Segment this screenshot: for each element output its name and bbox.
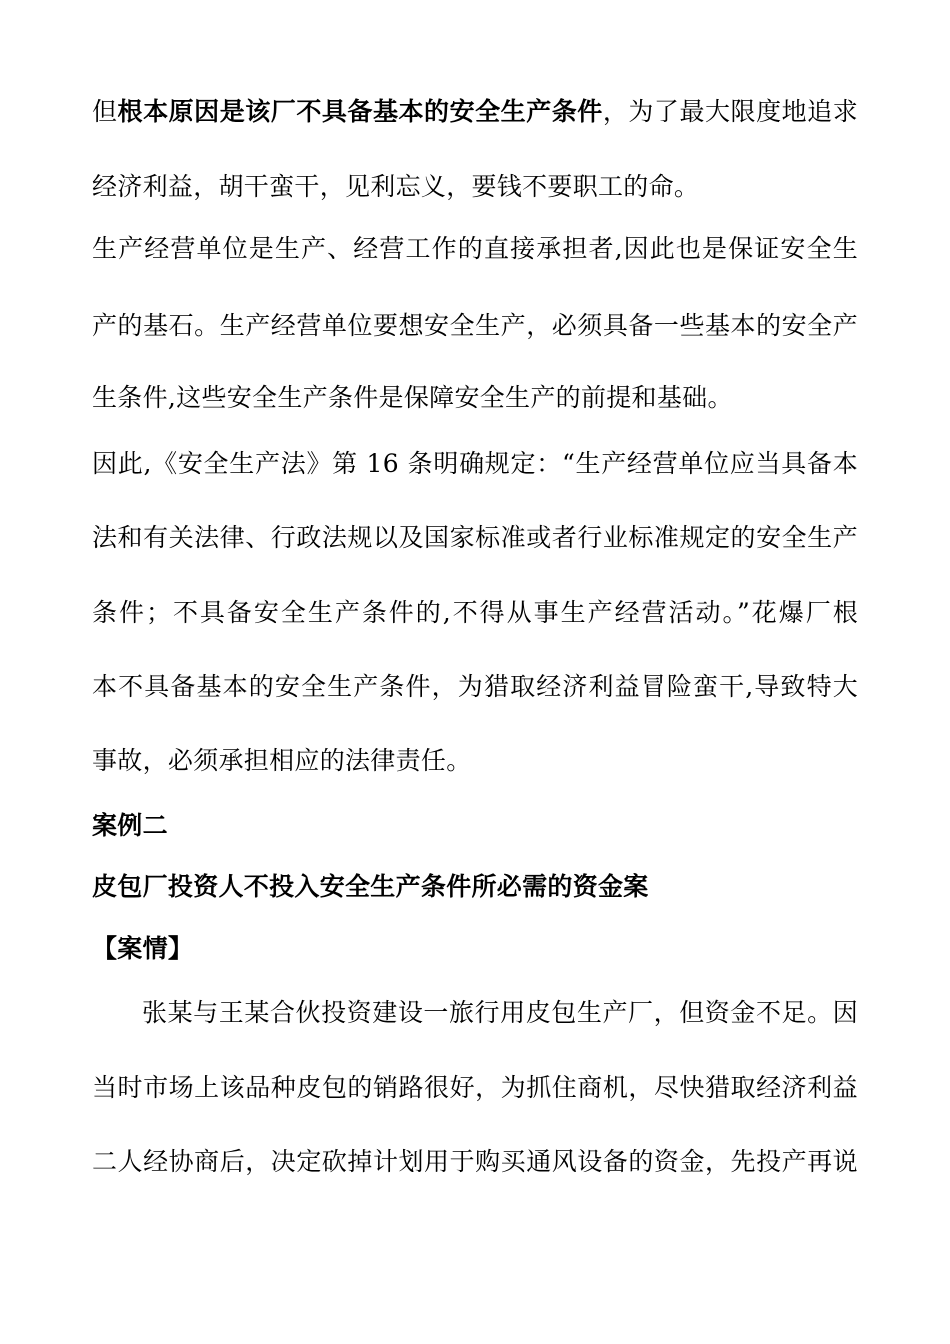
- paragraph-4-line-2: 当时市场上该品种皮包的销路很好，为抓住商机，尽快猎取经济利益: [92, 1073, 858, 1102]
- paragraph-2-line-2: 产的基石。生产经营单位要想安全生产，必须具备一些基本的安全产: [92, 311, 858, 340]
- text-run: 但: [92, 97, 118, 126]
- paragraph-3-line-4: 本不具备基本的安全生产条件，为猎取经济利益冒险蛮干,导致特大: [92, 672, 858, 701]
- paragraph-1-line-1: [92, 95, 858, 129]
- bold-emphasis: 根本原因是该厂不具备基本的安全生产条件: [117, 97, 603, 126]
- case-title: 皮包厂投资人不投入安全生产条件所必需的资金案: [92, 872, 649, 901]
- paragraph-2-line-3: 生条件,这些安全生产条件是保障安全生产的前提和基础。: [92, 383, 733, 412]
- paragraph-3-line-3: 条件；不具备安全生产条件的,不得从事生产经营活动。”花爆厂根: [92, 598, 858, 627]
- case-heading: 案例二: [92, 811, 168, 840]
- paragraph-3-line-1: 因此,《安全生产法》第 16 条明确规定：“生产经营单位应当具备本: [92, 449, 858, 478]
- paragraph-4-line-3: 二人经协商后，决定砍掉计划用于购买通风设备的资金，先投产再说: [92, 1147, 858, 1176]
- paragraph-3-line-5: 事故，必须承担相应的法律责任。: [92, 746, 472, 775]
- text-run: ，为了最大限度地追求: [602, 97, 858, 126]
- paragraph-1-line-2: 经济利益，胡干蛮干，见利忘义，要钱不要职工的命。: [92, 172, 700, 201]
- paragraph-4-line-1: 张某与王某合伙投资建设一旅行用皮包生产厂，但资金不足。因: [142, 998, 858, 1027]
- case-section-label: 【案情】: [92, 934, 194, 963]
- paragraph-2-line-1: 生产经营单位是生产、经营工作的直接承担者,因此也是保证安全生: [92, 234, 858, 263]
- paragraph-3-line-2: 法和有关法律、行政法规以及国家标准或者行业标准规定的安全生产: [92, 523, 858, 552]
